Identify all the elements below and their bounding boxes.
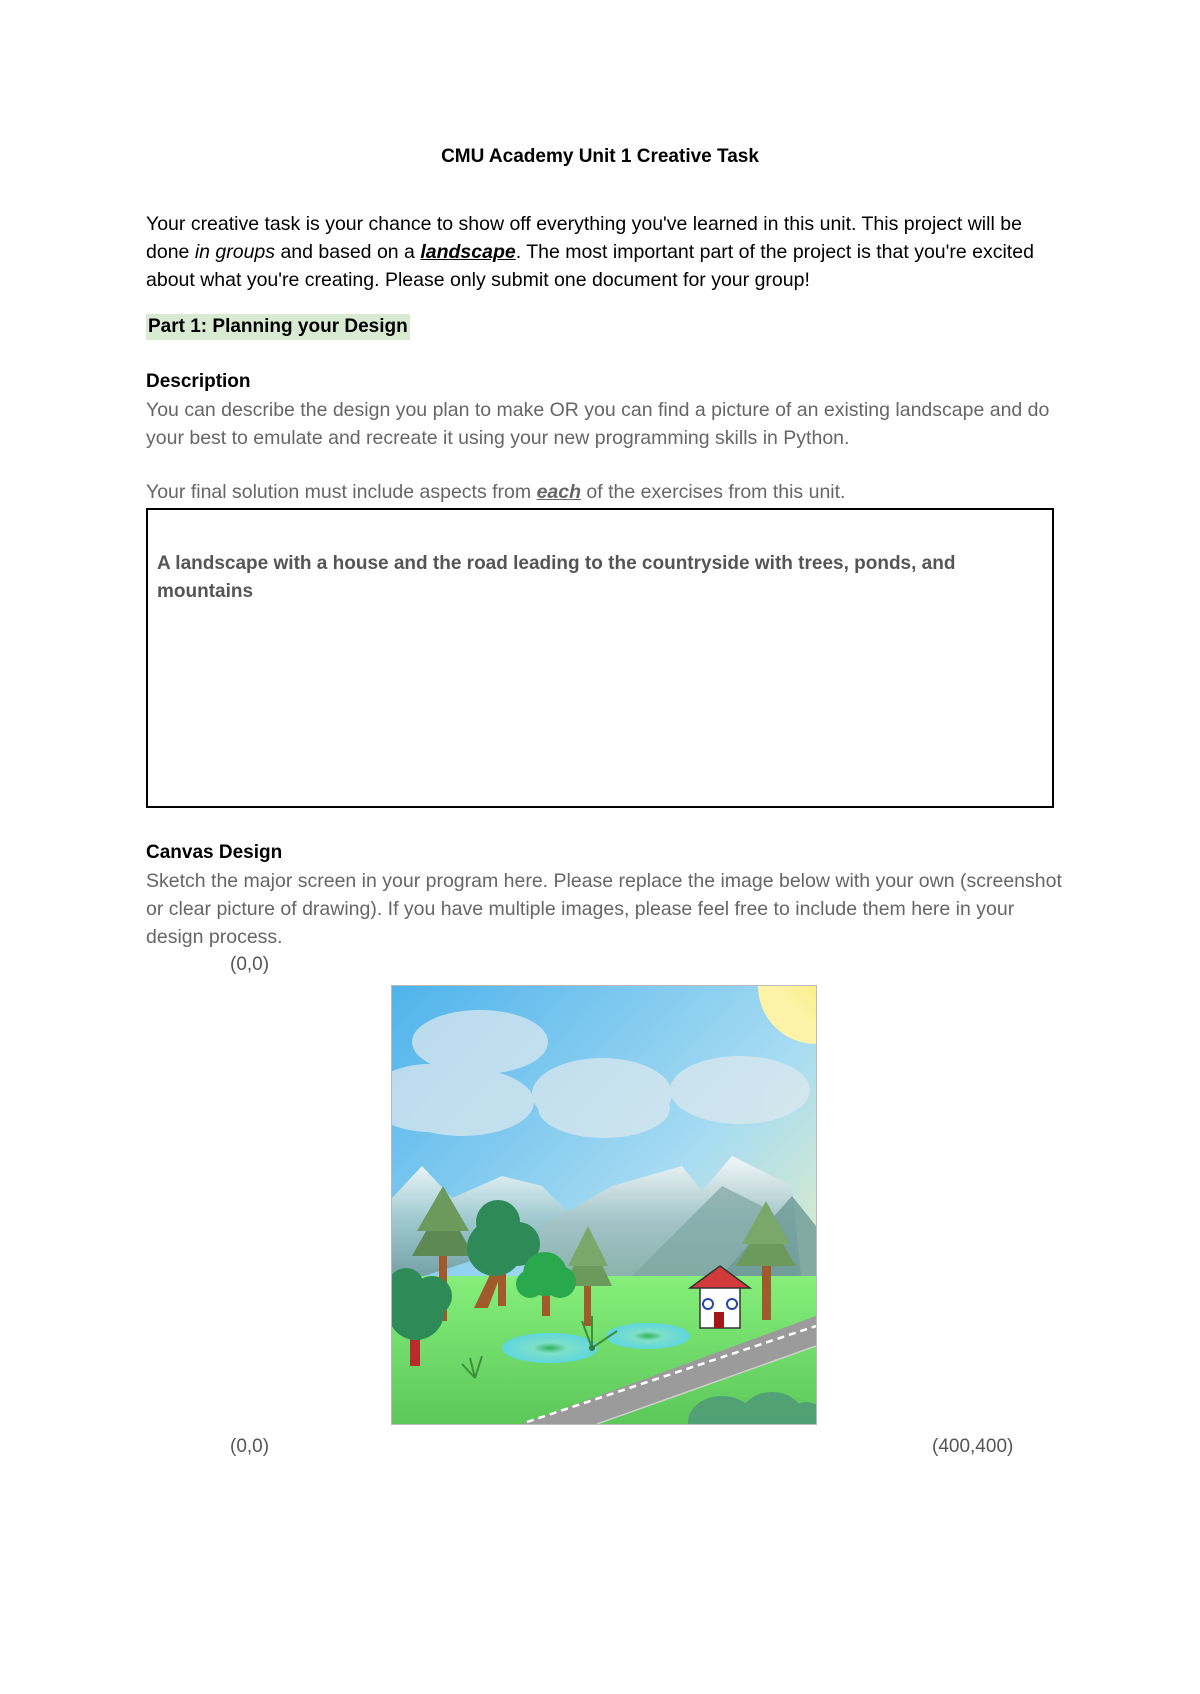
intro-text-1: Your creative task is your chance to show off everything you've learned in this unit. This project will be done	[146, 213, 1022, 263]
answer-box[interactable]	[146, 508, 1054, 808]
intro-text-2: and based on a	[275, 241, 421, 263]
intro-paragraph	[146, 210, 1066, 294]
intro-italic: in groups	[194, 241, 276, 263]
description-text: You can describe the design you plan to make OR you can find a picture of an existing landscape and do your best to emulate and recreate it using your new programming skills in Python.	[146, 399, 1050, 449]
coord-bottom-right: (400,400)	[932, 1436, 1014, 1457]
pond-right	[606, 1323, 690, 1349]
final-text-1: Your final solution must include aspects from	[146, 481, 537, 503]
description-heading: Description	[146, 371, 251, 392]
coord-top-left: (0,0)	[230, 954, 270, 975]
answer-text: A landscape with a house and the road leading to the countryside with trees, ponds, and mountains	[157, 553, 956, 602]
intro-text-3: . The most important part of the project is that you're excited about what you're creating. Please only submit one document for your group!	[146, 241, 1034, 291]
reed-base	[589, 1345, 595, 1351]
document-title: CMU Academy Unit 1 Creative Task	[441, 146, 759, 167]
part1-heading: Part 1: Planning your Design	[146, 314, 410, 340]
intro-emphasis-landscape: landscape	[420, 241, 516, 263]
final-text-2: of the exercises from this unit.	[581, 481, 846, 503]
landscape-canvas-image	[391, 985, 817, 1425]
coord-bottom-left: (0,0)	[230, 1436, 270, 1457]
final-solution-text	[146, 478, 1066, 506]
final-emphasis-each: each	[536, 481, 582, 503]
landscape-drawing	[392, 986, 816, 1424]
canvas-design-text: Sketch the major screen in your program here. Please replace the image below with your own (screenshot or clear picture of drawing). If you have multiple images, please feel free to include them here in your design process.	[146, 870, 1062, 948]
canvas-design-heading: Canvas Design	[146, 842, 283, 863]
pond-left	[502, 1333, 598, 1363]
